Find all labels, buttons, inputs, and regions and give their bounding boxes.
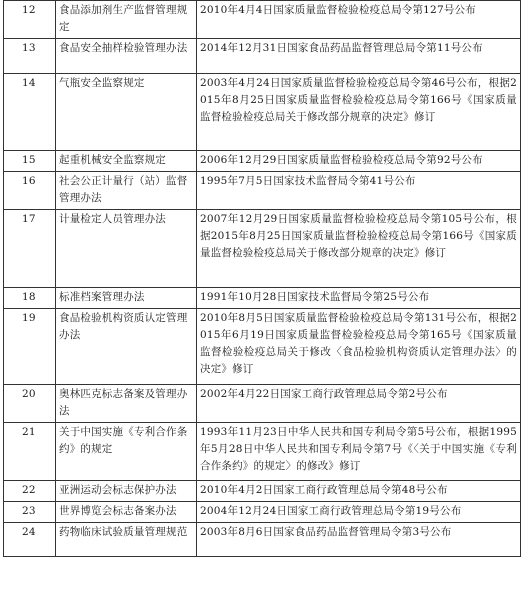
regulation-name: 标准档案管理办法 bbox=[56, 288, 197, 309]
regulation-name: 食品添加剂生产监督管理规定 bbox=[56, 1, 197, 39]
row-number: 16 bbox=[4, 172, 56, 210]
row-number: 18 bbox=[4, 288, 56, 309]
row-number: 24 bbox=[4, 523, 56, 557]
row-number: 19 bbox=[4, 309, 56, 385]
table-row bbox=[4, 523, 521, 557]
regulations-table bbox=[3, 0, 521, 557]
regulation-name: 起重机械安全监察规定 bbox=[56, 151, 197, 172]
promulgation-info: 2002年4月22日国家工商行政管理总局令第2号公布 bbox=[197, 385, 521, 423]
regulation-name: 药物临床试验质量管理规范 bbox=[56, 523, 197, 557]
promulgation-info: 1995年7月5日国家技术监督局令第41号公布 bbox=[197, 172, 521, 210]
table-row bbox=[4, 74, 521, 151]
promulgation-info: 2003年8月6日国家食品药品监督管理局令第3号公布 bbox=[197, 523, 521, 557]
regulation-name: 计量检定人员管理办法 bbox=[56, 210, 197, 288]
promulgation-info: 2003年4月24日国家质量监督检验检疫总局令第46号公布，根据2015年8月25日国家质量监督检验检疫总局令第166号《国家质量监督检验检疫总局关于修改部分规章的决定》修订 bbox=[197, 74, 521, 151]
row-number: 20 bbox=[4, 385, 56, 423]
table-row bbox=[4, 481, 521, 502]
promulgation-info: 2010年8月5日国家质量监督检验检疫总局令第131号公布，根据2015年6月19日国家质量监督检验检疫总局令第165号《国家质量监督检验检疫总局关于修改〈食品检验机构资质认定管理办法〉的决定》修订 bbox=[197, 309, 521, 385]
table-row bbox=[4, 151, 521, 172]
promulgation-info: 2006年12月29日国家质量监督检验检疫总局令第92号公布 bbox=[197, 151, 521, 172]
promulgation-info: 2010年4月2日国家工商行政管理总局令第48号公布 bbox=[197, 481, 521, 502]
regulation-name: 气瓶安全监察规定 bbox=[56, 74, 197, 151]
row-number: 23 bbox=[4, 502, 56, 523]
regulation-name: 关于中国实施《专利合作条约》的规定 bbox=[56, 423, 197, 481]
table-row bbox=[4, 1, 521, 39]
promulgation-info: 2010年4月4日国家质量监督检验检疫总局令第127号公布 bbox=[197, 1, 521, 39]
promulgation-info: 1991年10月28日国家技术监督局令第25号公布 bbox=[197, 288, 521, 309]
regulation-name: 奥林匹克标志备案及管理办法 bbox=[56, 385, 197, 423]
table-row bbox=[4, 309, 521, 385]
row-number: 15 bbox=[4, 151, 56, 172]
row-number: 13 bbox=[4, 39, 56, 74]
table-row bbox=[4, 385, 521, 423]
regulation-name: 世界博览会标志备案办法 bbox=[56, 502, 197, 523]
table-row bbox=[4, 210, 521, 288]
promulgation-info: 2007年12月29日国家质量监督检验检疫总局令第105号公布，根据2015年8月25日国家质量监督检验检疫总局令第166号《国家质量监督检验检疫总局关于修改部分规章的决定》修订 bbox=[197, 210, 521, 288]
row-number: 17 bbox=[4, 210, 56, 288]
table-row bbox=[4, 39, 521, 74]
row-number: 14 bbox=[4, 74, 56, 151]
promulgation-info: 1993年11月23日中华人民共和国专利局令第5号公布，根据1995年5月28日中华人民共和国专利局令第7号《〈关于中国实施《专利合作条约》的规定〉的修改》修订 bbox=[197, 423, 521, 481]
table-row bbox=[4, 288, 521, 309]
table-row bbox=[4, 172, 521, 210]
regulation-name: 食品安全抽样检验管理办法 bbox=[56, 39, 197, 74]
row-number: 22 bbox=[4, 481, 56, 502]
table-row bbox=[4, 423, 521, 481]
regulation-name: 亚洲运动会标志保护办法 bbox=[56, 481, 197, 502]
table-row bbox=[4, 502, 521, 523]
regulation-name: 社会公正计量行（站）监督管理办法 bbox=[56, 172, 197, 210]
promulgation-info: 2004年12月24日国家工商行政管理总局令第19号公布 bbox=[197, 502, 521, 523]
row-number: 21 bbox=[4, 423, 56, 481]
regulation-name: 食品检验机构资质认定管理办法 bbox=[56, 309, 197, 385]
row-number: 12 bbox=[4, 1, 56, 39]
regulations-table-container bbox=[3, 0, 520, 557]
promulgation-info: 2014年12月31日国家食品药品监督管理总局令第11号公布 bbox=[197, 39, 521, 74]
